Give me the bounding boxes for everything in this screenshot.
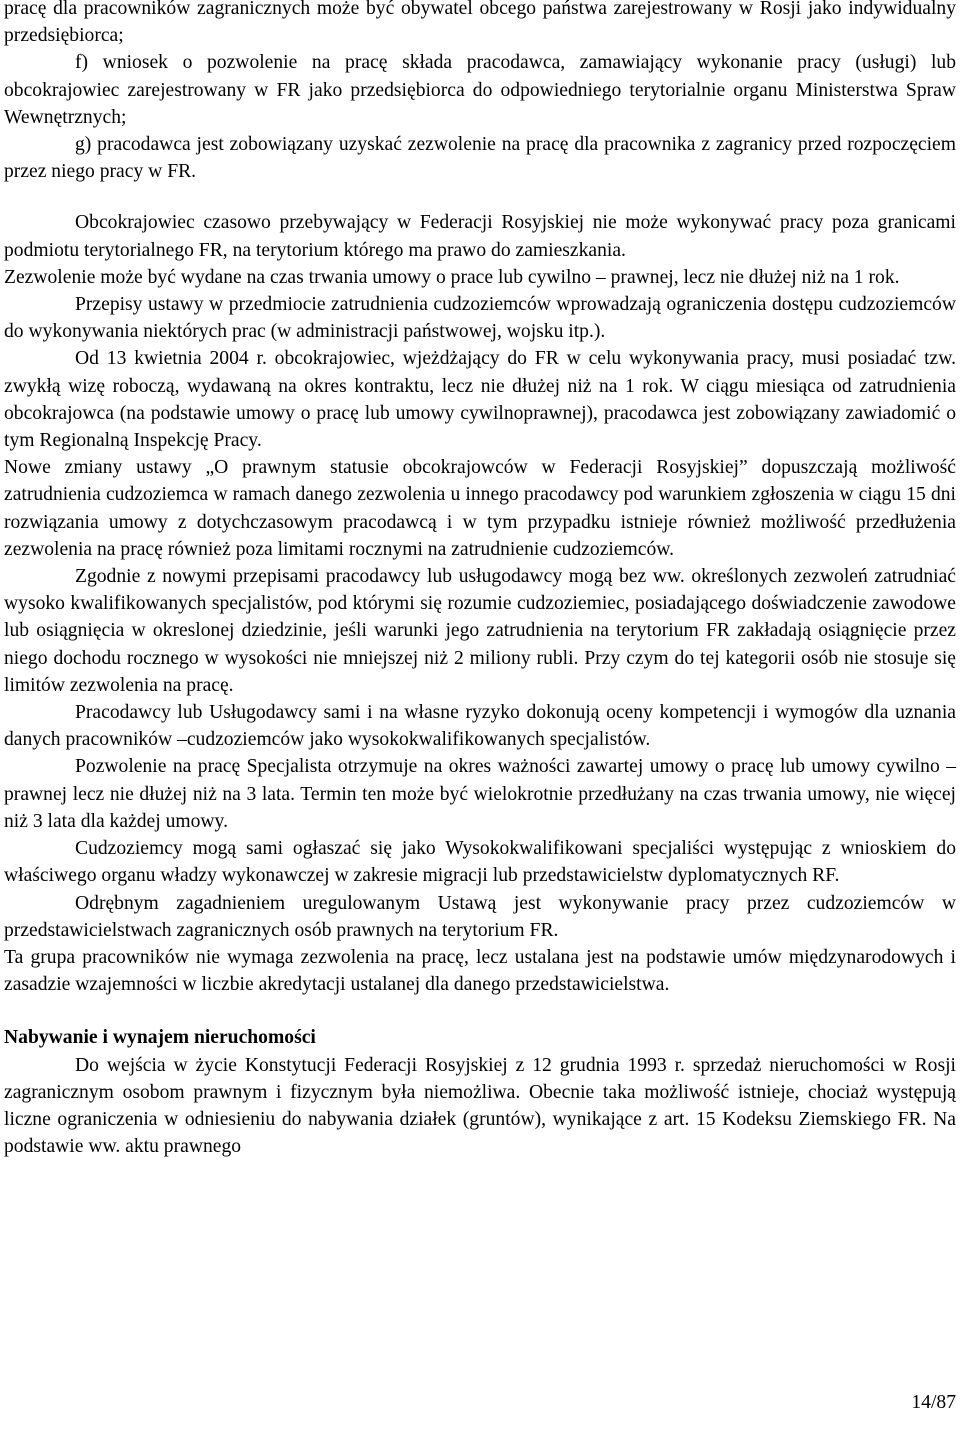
paragraph-2: f) wniosek o pozwolenie na pracę składa pracodawca, zamawiający wykonanie pracy (usługi) lub obcokrajowiec zarejestrowany w FR jako przedsiębiorca do odpowiedniego terytorialnie organu Ministerstwa Spraw Wewnętrznych;	[4, 52, 956, 128]
paragraph-5: Zezwolenie może być wydane na czas trwania umowy o prace lub cywilno – prawnej, lecz nie dłużej niż na 1 rok.	[4, 266, 900, 288]
paragraph-14: Ta grupa pracowników nie wymaga zezwolenia na pracę, lecz ustalana jest na podstawie umów międzynarodowych i zasadzie wzajemności w liczbie akredytacji ustalanej dla danego przedstawicielstwa.	[4, 946, 956, 996]
paragraph-9: Zgodnie z nowymi przepisami pracodawcy lub usługodawcy mogą bez ww. określonych zezwoleń zatrudniać wysoko kwalifikowanych specjalistów, pod którymi się rozumie cudzoziemiec, posiadającego doświadczenie zawodowe lub osiągnięcia w okreslonej dziedzinie, jeśli warunki jego zatrudnienia na terytorium FR zakładają osiągnięcie przez niego dochodu rocznego w wysokości nie mniejszej niż 2 miliony rubli. Przy czym do tej kategorii osób nie stosuje się limitów zezwolenia na pracę.	[4, 566, 956, 696]
page-number: 14/87	[911, 1392, 956, 1413]
paragraph-8: Nowe zmiany ustawy „O prawnym statusie obcokrajowców w Federacji Rosyjskiej” dopuszczają możliwość zatrudnienia cudzoziemca w ramach danego zezwolenia u innego pracodawcy pod warunkiem zgłoszenia w ciągu 15 dni rozwiązania umowy z dotychczasowym pracodawcą i w tym przypadku istnieje również możliwość przedłużenia zezwolenia na pracę również poza limitami rocznymi na zatrudnienie cudzoziemców.	[4, 457, 956, 560]
paragraph-15: Do wejścia w życie Konstytucji Federacji Rosyjskiej z 12 grudnia 1993 r. sprzedaż nieruchomości w Rosji zagranicznym osobom prawnym i fizycznym była niemożliwa. Obecnie taka możliwość istnieje, chociaż występują liczne ograniczenia w odniesieniu do nabywania działek (gruntów), wynikające z art. 15 Kodeksu Ziemskiego FR. Na podstawie ww. aktu prawnego	[4, 1054, 956, 1158]
paragraph-7: Od 13 kwietnia 2004 r. obcokrajowiec, wjeżdżający do FR w celu wykonywania pracy, musi posiadać tzw. zwykłą wizę roboczą, wydawaną na okres kontraktu, lecz nie dłużej niż na 1 rok. W ciągu miesiąca od zatrudnienia obcokrajowca (na podstawie umowy o pracę lub umowy cywilnoprawnej), pracodawca jest zobowiązany zawiadomić o tym Regionalną Inspekcję Pracy.	[4, 348, 956, 452]
paragraph-11: Pozwolenie na pracę Specjalista otrzymuje na okres ważności zawartej umowy o pracę lub umowy cywilno – prawnej lecz nie dłużej niż na 3 lata. Termin ten może być wielokrotnie przedłużany na czas trwania umowy, nie więcej niż 3 lata dla każdej umowy.	[4, 756, 956, 832]
document-body	[4, 0, 956, 1160]
paragraph-12: Cudzoziemcy mogą sami ogłaszać się jako Wysokokwalifikowani specjaliści występując z wnioskiem do właściwego organu władzy wykonawczej w zakresie migracji lub przedstawicielstw dyplomatycznych RF.	[4, 838, 956, 887]
paragraph-10: Pracodawcy lub Usługodawcy sami i na własne ryzyko dokonują oceny kompetencji i wymogów dla uznania danych pracowników –cudzoziemców jako wysokokwalifikowanych specjalistów.	[4, 702, 956, 751]
paragraph-3: g) pracodawca jest zobowiązany uzyskać zezwolenie na pracę dla pracownika z zagranicy przed rozpoczęciem przez niego pracy w FR.	[4, 134, 956, 183]
paragraph-13: Odrębnym zagadnieniem uregulowanym Ustawą jest wykonywanie pracy przez cudzoziemców w przedstawicielstwach zagranicznych osób prawnych na terytorium FR.	[4, 892, 956, 941]
paragraph-6: Przepisy ustawy w przedmiocie zatrudnienia cudzoziemców wprowadzają ograniczenia dostępu cudzoziemców do wykonywania niektórych prac (w administracji państwowej, wojsku itp.).	[4, 294, 956, 343]
section-heading: Nabywanie i wynajem nieruchomości	[4, 1027, 316, 1049]
paragraph-4: Obcokrajowiec czasowo przebywający w Federacji Rosyjskiej nie może wykonywać pracy poza granicami podmiotu terytorialnego FR, na terytorium którego ma prawo do zamieszkania.	[4, 212, 956, 261]
paragraph-1: pracę dla pracowników zagranicznych może być obywatel obcego państwa zarejestrowany w Rosji jako indywidualny przedsiębiorca;	[4, 0, 956, 47]
